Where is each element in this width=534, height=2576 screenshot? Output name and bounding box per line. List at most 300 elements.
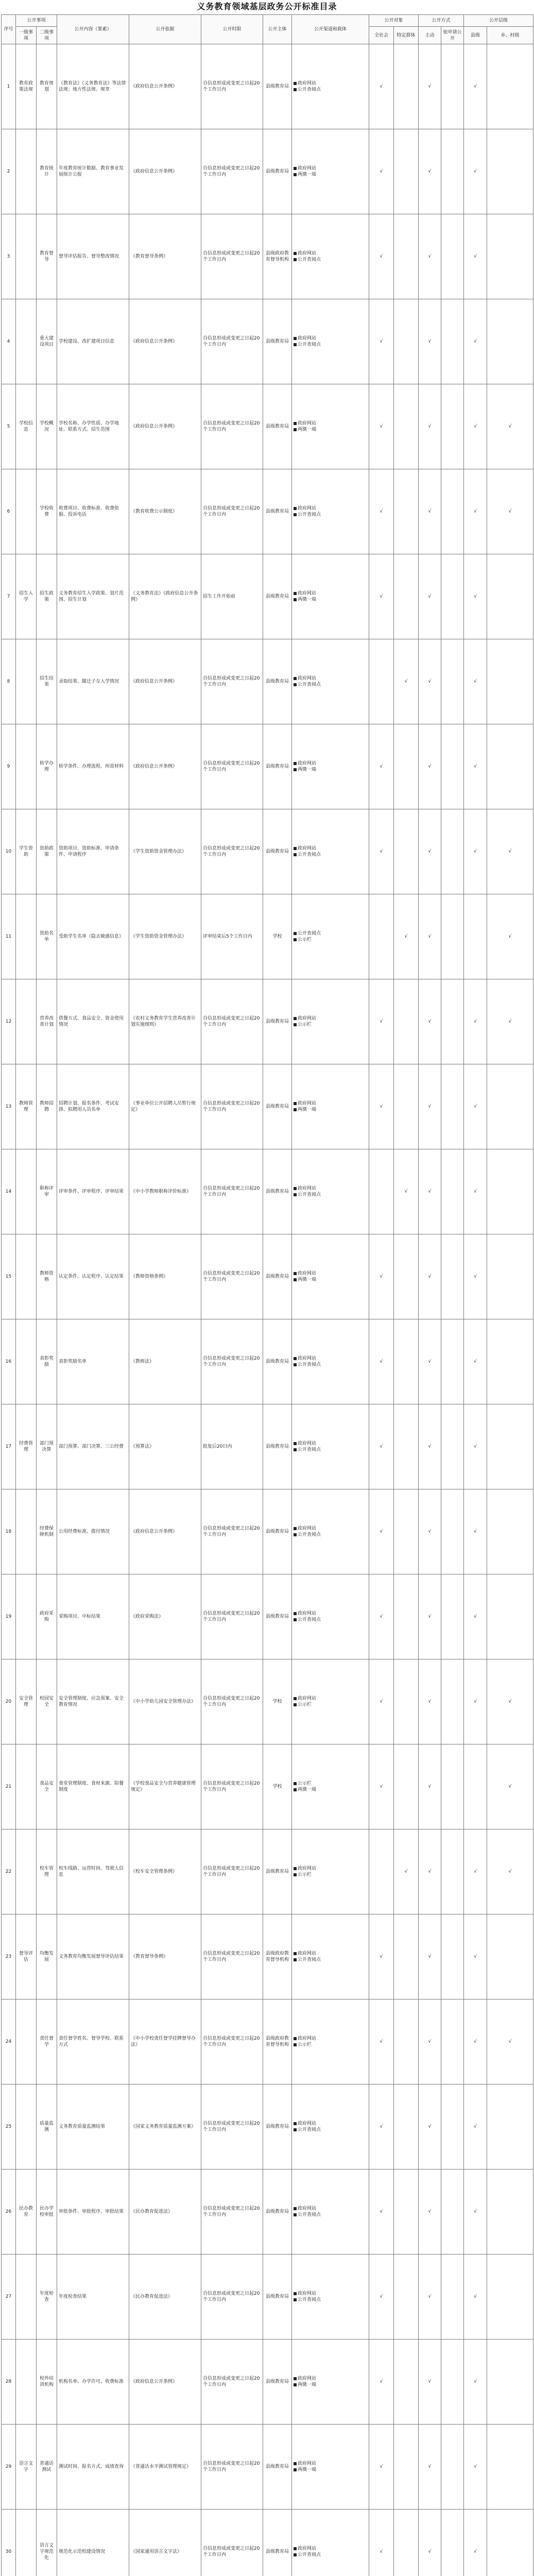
col-mode-request-header: 依申请公开 <box>441 27 464 44</box>
row-time: 招生工作开始前 <box>201 554 263 639</box>
row-number: 20 <box>2 1659 16 1744</box>
row-target-all: √ <box>369 214 394 299</box>
row-target-specific <box>394 809 419 894</box>
row-level-town <box>487 1064 533 1149</box>
row-mode-active: √ <box>419 1319 441 1404</box>
row-target-specific <box>394 979 419 1064</box>
table-row <box>2 2084 533 2170</box>
square-bullet-icon <box>294 768 297 771</box>
channel-label: 政府网站 <box>298 2121 317 2126</box>
row-number: 9 <box>2 724 16 809</box>
channel-item <box>294 87 367 93</box>
row-subject: 县级教育局 <box>263 554 292 639</box>
standard-catalog-table <box>1 14 533 2576</box>
row-channels <box>292 1319 369 1404</box>
row-target-all: √ <box>369 1574 394 1659</box>
row-number: 2 <box>2 129 16 214</box>
channel-label: 政府网站 <box>298 1271 317 1276</box>
row-cat1 <box>16 894 37 979</box>
square-bullet-icon <box>294 1697 297 1700</box>
square-bullet-icon <box>294 2462 297 2465</box>
row-cat2: 教师资格 <box>37 1234 57 1319</box>
row-level-county: √ <box>464 979 487 1064</box>
channel-label: 政府网站 <box>298 1866 317 1871</box>
row-target-all: √ <box>369 1659 394 1744</box>
col-content-header: 公开内容（要素） <box>57 15 129 44</box>
channel-item <box>294 420 367 427</box>
channel-label: 公开查阅点 <box>298 2552 321 2557</box>
square-bullet-icon <box>294 1788 297 1791</box>
row-content: 食堂管理制度、食材来源、陪餐制度 <box>57 1744 129 1829</box>
row-cat2: 民办学校审批 <box>37 2170 57 2255</box>
row-mode-request <box>441 1574 464 1659</box>
row-cat1 <box>16 2340 37 2425</box>
channel-item <box>294 1611 367 1617</box>
channel-label: 政府网站 <box>298 761 317 766</box>
row-time: 自信息形成或变更之日起20个工作日内 <box>201 2510 263 2576</box>
row-mode-active: √ <box>419 724 441 809</box>
row-level-county: √ <box>464 1489 487 1574</box>
row-subject: 县级教育局 <box>263 724 292 809</box>
row-cat2: 经费保障机制 <box>37 1489 57 1574</box>
row-cat1: 经费管理 <box>16 1404 37 1489</box>
row-level-county: √ <box>464 129 487 214</box>
row-target-all <box>369 639 394 724</box>
row-target-specific <box>394 1744 419 1829</box>
row-time: 自信息形成或变更之日起20个工作日内 <box>201 1319 263 1404</box>
row-cat1 <box>16 1829 37 1914</box>
channel-label: 两微一端 <box>298 1107 317 1112</box>
row-level-county: √ <box>464 1574 487 1659</box>
row-cat1: 语言文字 <box>16 2425 37 2510</box>
table-row <box>2 894 533 979</box>
row-basis: 《校车安全管理条例》 <box>129 1829 201 1914</box>
row-target-all <box>369 1149 394 1234</box>
row-cat1: 教师管理 <box>16 1064 37 1149</box>
row-cat1 <box>16 1574 37 1659</box>
row-subject: 县级政府教育督导机构 <box>263 214 292 299</box>
row-channels <box>292 384 369 469</box>
row-target-all: √ <box>369 1914 394 1999</box>
table-row <box>2 1659 533 1744</box>
row-level-county: √ <box>464 1914 487 1999</box>
row-subject: 学校 <box>263 1744 292 1829</box>
row-target-all: √ <box>369 2425 394 2510</box>
row-mode-active: √ <box>419 129 441 214</box>
table-row <box>2 2510 533 2576</box>
row-subject: 县级教育局 <box>263 2340 292 2425</box>
channel-label: 公开查阅点 <box>298 1957 321 1962</box>
row-number: 8 <box>2 639 16 724</box>
channel-item <box>294 1696 367 1702</box>
square-bullet-icon <box>294 428 297 431</box>
channel-label: 政府网站 <box>298 1186 317 1191</box>
row-target-specific <box>394 724 419 809</box>
row-cat1 <box>16 469 37 554</box>
square-bullet-icon <box>294 932 297 935</box>
row-mode-request <box>441 979 464 1064</box>
square-bullet-icon <box>294 1612 297 1615</box>
row-number: 4 <box>2 299 16 384</box>
channel-label: 两微一端 <box>298 767 317 772</box>
row-number: 10 <box>2 809 16 894</box>
row-cat1: 安全管理 <box>16 1659 37 1744</box>
channel-item <box>294 427 367 433</box>
channel-item <box>294 682 367 688</box>
row-level-county: √ <box>464 809 487 894</box>
table-row <box>2 1404 533 1489</box>
row-mode-active: √ <box>419 1489 441 1574</box>
channel-item <box>294 2297 367 2303</box>
row-channels <box>292 2170 369 2255</box>
row-cat2: 食品安全 <box>37 1744 57 1829</box>
row-basis: 《学生资助资金管理办法》 <box>129 894 201 979</box>
row-basis: 《政府信息公开条例》 <box>129 44 201 129</box>
channel-label: 政府网站 <box>298 251 317 256</box>
row-level-county: √ <box>464 639 487 724</box>
channel-item <box>294 767 367 773</box>
row-basis: 《学校食品安全与营养健康管理规定》 <box>129 1744 201 1829</box>
row-content: 录取结果、随迁子女入学情况 <box>57 639 129 724</box>
table-row <box>2 2255 533 2340</box>
row-channels <box>292 1659 369 1744</box>
square-bullet-icon <box>294 1193 297 1196</box>
row-target-all: √ <box>369 1999 394 2084</box>
row-cat1 <box>16 129 37 214</box>
square-bullet-icon <box>294 2547 297 2550</box>
row-channels <box>292 2340 369 2425</box>
row-level-town <box>487 1319 533 1404</box>
row-target-specific <box>394 554 419 639</box>
row-subject: 县级教育局 <box>263 1404 292 1489</box>
channel-item <box>294 2291 367 2297</box>
square-bullet-icon <box>294 1618 297 1621</box>
channel-label: 政府网站 <box>298 1696 317 1701</box>
channel-item <box>294 80 367 87</box>
row-target-all: √ <box>369 1234 394 1319</box>
row-cat1 <box>16 1489 37 1574</box>
col-level-header: 公开层级 <box>464 15 533 27</box>
row-content: 供餐方式、食品安全、资金使用情况 <box>57 979 129 1064</box>
col-target-all-header: 全社会 <box>369 27 394 44</box>
square-bullet-icon <box>294 762 297 765</box>
row-content: 规范化示范校建设情况 <box>57 2510 129 2576</box>
row-time: 批复后20日内 <box>201 1404 263 1489</box>
row-number: 3 <box>2 214 16 299</box>
row-content: 资助项目、资助标准、申请条件、申请程序 <box>57 809 129 894</box>
row-time: 自信息形成或变更之日起20个工作日内 <box>201 384 263 469</box>
row-level-town: √ <box>487 469 533 554</box>
row-target-all: √ <box>369 724 394 809</box>
row-target-specific: √ <box>394 1149 419 1234</box>
row-channels <box>292 1064 369 1149</box>
row-mode-request <box>441 2425 464 2510</box>
row-cat1: 学生资助 <box>16 809 37 894</box>
row-number: 26 <box>2 2170 16 2255</box>
row-target-specific <box>394 1064 419 1149</box>
channel-label: 政府网站 <box>298 2206 317 2211</box>
row-cat1 <box>16 2084 37 2170</box>
row-content: 义务教育质量监测结果 <box>57 2084 129 2170</box>
row-basis: 《中小学教师职称评价标准》 <box>129 1149 201 1234</box>
table-body <box>2 44 533 2576</box>
table-row <box>2 44 533 129</box>
row-level-county: √ <box>464 1829 487 1914</box>
channel-label: 公开查阅点 <box>298 931 321 936</box>
row-channels <box>292 554 369 639</box>
channel-label: 政府网站 <box>298 1526 317 1531</box>
channel-label: 公开查阅点 <box>298 87 321 92</box>
col-mode-header: 公开方式 <box>419 15 464 27</box>
channel-item <box>294 845 367 852</box>
row-basis: 《民办教育促进法》 <box>129 2255 201 2340</box>
square-bullet-icon <box>294 1952 297 1955</box>
square-bullet-icon <box>294 2292 297 2295</box>
channel-label: 政府网站 <box>298 2291 317 2296</box>
square-bullet-icon <box>294 938 297 941</box>
row-subject: 县级教育局 <box>263 1234 292 1319</box>
row-target-all: √ <box>369 554 394 639</box>
row-level-county: √ <box>464 2084 487 2170</box>
row-channels <box>292 809 369 894</box>
row-mode-request <box>441 2510 464 2576</box>
table-row <box>2 1829 533 1914</box>
row-channels <box>292 299 369 384</box>
row-content: 安全管理制度、应急预案、安全教育情况 <box>57 1659 129 1744</box>
channel-item <box>294 2212 367 2218</box>
row-cat2: 学校收费 <box>37 469 57 554</box>
row-target-specific <box>394 1404 419 1489</box>
col-cat1-header: 一级事项 <box>16 27 37 44</box>
table-row <box>2 1234 533 1319</box>
row-mode-active: √ <box>419 469 441 554</box>
channel-label: 政府网站 <box>298 1441 317 1446</box>
square-bullet-icon <box>294 2383 297 2386</box>
header-row-1 <box>2 15 533 27</box>
row-cat1 <box>16 2255 37 2340</box>
row-time: 自信息形成或变更之日起20个工作日内 <box>201 129 263 214</box>
row-target-specific <box>394 469 419 554</box>
row-number: 30 <box>2 2510 16 2576</box>
row-level-county: √ <box>464 44 487 129</box>
row-mode-request <box>441 44 464 129</box>
square-bullet-icon <box>294 1363 297 1366</box>
row-mode-active: √ <box>419 809 441 894</box>
row-cat2: 教育规划 <box>37 44 57 129</box>
row-time: 自信息形成或变更之日起20个工作日内 <box>201 2340 263 2425</box>
col-target-specific-header: 特定群体 <box>394 27 419 44</box>
row-level-county: √ <box>464 1999 487 2084</box>
square-bullet-icon <box>294 422 297 425</box>
square-bullet-icon <box>294 167 297 170</box>
row-content: 义务教育招生入学政策、划片范围、招生计划 <box>57 554 129 639</box>
row-subject: 县级教育局 <box>263 1064 292 1149</box>
row-subject: 县级教育局 <box>263 129 292 214</box>
row-cat2: 教育统计 <box>37 129 57 214</box>
table-row <box>2 1574 533 1659</box>
row-cat2: 学校概况 <box>37 384 57 469</box>
row-cat2: 政府采购 <box>37 1574 57 1659</box>
square-bullet-icon <box>294 853 297 856</box>
row-basis: 《预算法》 <box>129 1404 201 1489</box>
row-basis: 《政府信息公开条例》 <box>129 384 201 469</box>
channel-item <box>294 852 367 858</box>
channel-item <box>294 1192 367 1198</box>
table-row <box>2 724 533 809</box>
square-bullet-icon <box>294 252 297 255</box>
row-level-county: √ <box>464 724 487 809</box>
row-subject: 县级教育局 <box>263 44 292 129</box>
channel-item <box>294 2376 367 2382</box>
row-target-all: √ <box>369 1404 394 1489</box>
row-content: 审批条件、审批程序、审批结果 <box>57 2170 129 2255</box>
row-subject: 县级教育局 <box>263 1149 292 1234</box>
channel-item <box>294 1440 367 1447</box>
channel-item <box>294 1951 367 1957</box>
square-bullet-icon <box>294 598 297 601</box>
channel-item <box>294 1362 367 1368</box>
channel-item <box>294 250 367 257</box>
row-target-all: √ <box>369 1319 394 1404</box>
row-level-town: √ <box>487 1744 533 1829</box>
row-mode-active: √ <box>419 2170 441 2255</box>
row-time: 自信息形成或变更之日起20个工作日内 <box>201 214 263 299</box>
row-subject: 县级教育局 <box>263 2170 292 2255</box>
square-bullet-icon <box>294 1023 297 1026</box>
row-level-town <box>487 129 533 214</box>
row-content: 采购项目、中标结果 <box>57 1574 129 1659</box>
channel-label: 公示栏 <box>298 1702 312 1707</box>
row-time: 评审结束后5个工作日内 <box>201 894 263 979</box>
col-no-header: 序号 <box>2 15 16 44</box>
row-target-all <box>369 1829 394 1914</box>
row-mode-request <box>441 1914 464 1999</box>
row-mode-active: √ <box>419 1999 441 2084</box>
channel-item <box>294 1702 367 1708</box>
row-channels <box>292 1829 369 1914</box>
row-target-specific <box>394 384 419 469</box>
row-level-town <box>487 2510 533 2576</box>
channel-item <box>294 1447 367 1453</box>
table-row <box>2 1149 533 1234</box>
row-cat2: 校外培训机构 <box>37 2340 57 2425</box>
row-number: 13 <box>2 1064 16 1149</box>
channel-label: 两微一端 <box>298 1787 317 1792</box>
row-number: 25 <box>2 2084 16 2170</box>
row-level-town <box>487 2170 533 2255</box>
square-bullet-icon <box>294 677 297 680</box>
channel-item <box>294 342 367 348</box>
row-level-town <box>487 44 533 129</box>
square-bullet-icon <box>294 337 297 340</box>
row-mode-active: √ <box>419 1149 441 1234</box>
channel-item <box>294 2382 367 2388</box>
row-cat2: 部门预决算 <box>37 1404 57 1489</box>
row-time: 自信息形成或变更之日起20个工作日内 <box>201 44 263 129</box>
row-basis: 《教师资格条例》 <box>129 1234 201 1319</box>
row-cat1 <box>16 979 37 1064</box>
channel-label: 公开查阅点 <box>298 1617 321 1622</box>
row-basis: 《教育督导条例》 <box>129 1914 201 1999</box>
table-row <box>2 1914 533 1999</box>
row-cat1: 民办教育 <box>16 2170 37 2255</box>
row-channels <box>292 1234 369 1319</box>
row-basis: 《中小学校责任督学挂牌督导办法》 <box>129 1999 201 2084</box>
channel-label: 公示栏 <box>298 1781 312 1786</box>
row-mode-active: √ <box>419 1064 441 1149</box>
row-target-all: √ <box>369 2510 394 2576</box>
row-channels <box>292 894 369 979</box>
row-time: 自信息形成或变更之日起20个工作日内 <box>201 2255 263 2340</box>
square-bullet-icon <box>294 2207 297 2210</box>
channel-item <box>294 2552 367 2558</box>
row-mode-active: √ <box>419 214 441 299</box>
row-mode-request <box>441 724 464 809</box>
row-target-specific <box>394 2340 419 2425</box>
channel-label: 公开查阅点 <box>298 342 321 347</box>
table-row <box>2 214 533 299</box>
row-subject: 县级教育局 <box>263 384 292 469</box>
row-subject: 县级教育局 <box>263 1829 292 1914</box>
row-cat1 <box>16 1744 37 1829</box>
row-subject: 县级教育局 <box>263 469 292 554</box>
row-content: 年度教育统计数据、教育事业发展统计公报 <box>57 129 129 214</box>
row-level-town <box>487 1914 533 1999</box>
row-level-town <box>487 639 533 724</box>
row-mode-request <box>441 214 464 299</box>
col-items-header: 公开事项 <box>16 15 57 27</box>
square-bullet-icon <box>294 2037 297 2040</box>
row-mode-request <box>441 894 464 979</box>
square-bullet-icon <box>294 1703 297 1706</box>
row-content: 《教育法》《义务教育法》等法律法规；地方性法规、规章 <box>57 44 129 129</box>
channel-label: 政府网站 <box>298 846 317 851</box>
channel-label: 政府网站 <box>298 1611 317 1616</box>
row-content: 受助学生名单（隐去敏感信息） <box>57 894 129 979</box>
channel-item <box>294 1526 367 1532</box>
row-target-specific <box>394 2255 419 2340</box>
row-content: 学校建设、改扩建项目信息 <box>57 299 129 384</box>
channel-label: 政府网站 <box>298 506 317 511</box>
row-target-all: √ <box>369 2255 394 2340</box>
row-channels <box>292 2255 369 2340</box>
row-content: 收费项目、收费标准、收费依据、投诉电话 <box>57 469 129 554</box>
row-subject: 县级教育局 <box>263 979 292 1064</box>
square-bullet-icon <box>294 1187 297 1190</box>
channel-label: 两微一端 <box>298 2467 317 2472</box>
row-mode-request <box>441 2084 464 2170</box>
row-number: 17 <box>2 1404 16 1489</box>
row-number: 28 <box>2 2340 16 2425</box>
table-row <box>2 1489 533 1574</box>
row-level-county <box>464 1744 487 1829</box>
channel-item <box>294 2206 367 2212</box>
row-level-town <box>487 214 533 299</box>
row-target-specific <box>394 1914 419 1999</box>
channel-label: 政府网站 <box>298 676 317 681</box>
row-mode-active: √ <box>419 2340 441 2425</box>
row-number: 23 <box>2 1914 16 1999</box>
square-bullet-icon <box>294 2128 297 2131</box>
row-level-town <box>487 2084 533 2170</box>
row-basis: 《农村义务教育学生营养改善计划实施细则》 <box>129 979 201 1064</box>
row-content: 年度检查结果 <box>57 2255 129 2340</box>
row-target-all: √ <box>369 979 394 1064</box>
row-cat1: 学校信息 <box>16 384 37 469</box>
channel-label: 两微一端 <box>298 2382 317 2387</box>
table-row <box>2 639 533 724</box>
row-target-specific <box>394 1489 419 1574</box>
